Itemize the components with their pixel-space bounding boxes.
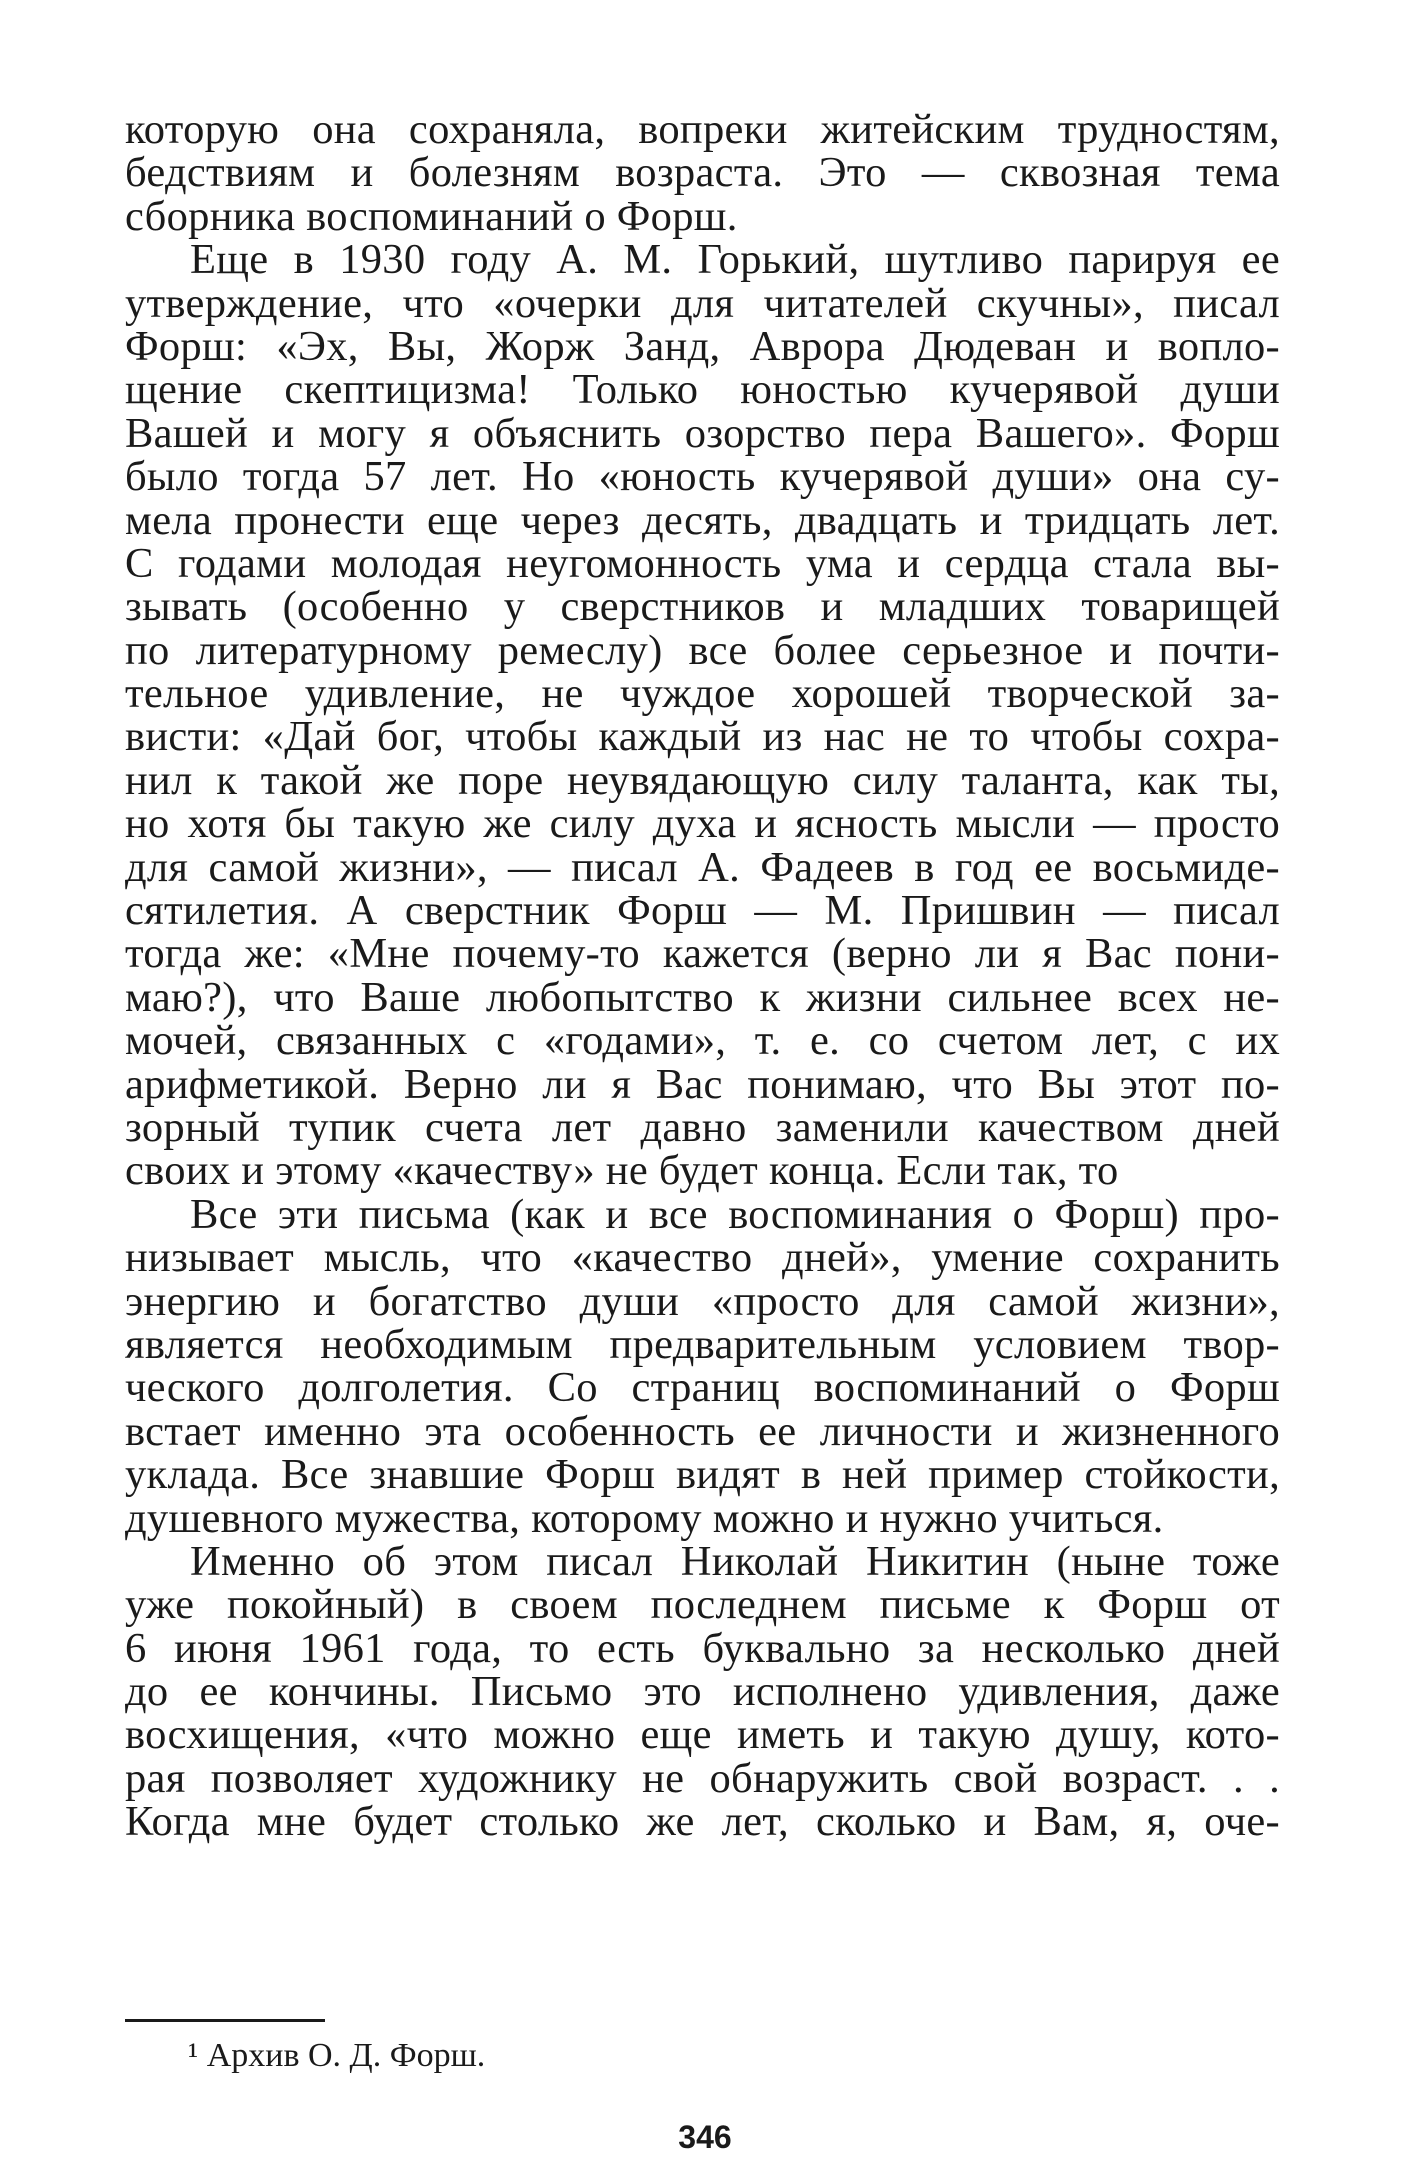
text-line: уклада. Все знавшие Форш видят в ней пример стойкости, [125, 1451, 1280, 1499]
text-line: нил к такой же поре неувядающую силу таланта, как ты, [125, 756, 1280, 804]
text-line: ческого долголетия. Со страниц воспоминаний о Форш [125, 1364, 1280, 1412]
text-line: тогда же: «Мне почему-то кажется (верно ли я Вас пони- [125, 930, 1280, 978]
text-line: маю?), что Ваше любопытство к жизни сильнее всех не- [125, 973, 1280, 1021]
paragraph [125, 1537, 1280, 1846]
footnote: ¹ Архив О. Д. Форш. [188, 2037, 486, 2074]
text-line: но хотя бы такую же силу духа и ясность мысли — просто [125, 800, 1280, 848]
page-number: 346 [678, 2119, 732, 2155]
text-line: до ее кончины. Письмо это исполнено удивления, даже [125, 1668, 1280, 1716]
text-line: арифметикой. Верно ли я Вас понимаю, что Вы этот по- [125, 1060, 1280, 1108]
text-line: для самой жизни», — писал А. Фадеев в год ее восьмиде- [125, 843, 1280, 891]
text-line: утверждение, что «очерки для читателей скучны», писал [125, 279, 1280, 327]
text-line: Все эти письма (как и все воспоминания о Форш) про- [190, 1190, 1280, 1238]
footnote-divider [125, 2019, 325, 2022]
text-line: мочей, связанных с «годами», т. е. со счетом лет, с их [125, 1017, 1280, 1065]
text-line: Вашей и могу я объяснить озорство пера Вашего». Форш [125, 409, 1280, 457]
text-line: Когда мне будет столько же лет, сколько и Вам, я, оче- [125, 1798, 1280, 1846]
text-line: сятилетия. А сверстник Форш — М. Пришвин — писал [125, 887, 1280, 935]
text-line: которую она сохраняла, вопреки житейским трудностям, [125, 106, 1280, 153]
paragraph [125, 108, 1280, 238]
page-body [125, 108, 1280, 1844]
text-line: является необходимым предварительным условием твор- [125, 1320, 1280, 1368]
text-line: висти: «Дай бог, чтобы каждый из нас не то чтобы сохра- [125, 713, 1280, 761]
text-line: восхищения, «что можно еще иметь и такую душу, кото- [125, 1711, 1280, 1759]
text-line: Именно об этом писал Николай Никитин (ныне тоже [190, 1537, 1280, 1585]
paragraph [125, 238, 1280, 1193]
text-line: встает именно эта особенность ее личности и жизненного [125, 1407, 1280, 1455]
text-line: было тогда 57 лет. Но «юность кучерявой души» она су- [125, 453, 1280, 501]
text-line: бедствиям и болезням возраста. Это — сквозная тема [125, 149, 1280, 197]
text-line: сборника воспоминаний о Форш. [125, 192, 738, 240]
paragraph [125, 1190, 1280, 1542]
text-line: по литературному ремеслу) все более серьезное и почти- [125, 626, 1280, 674]
text-line: уже покойный) в своем последнем письме к Форш от [125, 1581, 1280, 1629]
text-line: тельное удивление, не чуждое хорошей творческой за- [125, 670, 1280, 718]
text-line: душевного мужества, которому можно и нужно учиться. [125, 1494, 1164, 1542]
text-line: Форш: «Эх, Вы, Жорж Занд, Аврора Дюдеван и вопло- [125, 322, 1280, 370]
text-line: мела пронести еще через десять, двадцать и тридцать лет. [125, 496, 1280, 544]
text-line: зорный тупик счета лет давно заменили качеством дней [125, 1103, 1280, 1151]
text-line: зывать (особенно у сверстников и младших товарищей [125, 583, 1280, 631]
text-line: 6 июня 1961 года, то есть буквально за несколько дней [125, 1624, 1280, 1672]
text-line: щение скептицизма! Только юностью кучерявой души [125, 366, 1280, 414]
text-line: Еще в 1930 году А. М. Горький, шутливо парируя ее [190, 236, 1280, 284]
text-line: низывает мысль, что «качество дней», умение сохранить [125, 1234, 1280, 1282]
text-line: С годами молодая неугомонность ума и сердца стала вы- [125, 539, 1280, 587]
text-line: рая позволяет художнику не обнаружить свой возраст. . . [125, 1754, 1280, 1802]
text-line: энергию и богатство души «просто для самой жизни», [125, 1277, 1280, 1325]
text-line: своих и этому «качеству» не будет конца. Если так, то [125, 1147, 1119, 1195]
